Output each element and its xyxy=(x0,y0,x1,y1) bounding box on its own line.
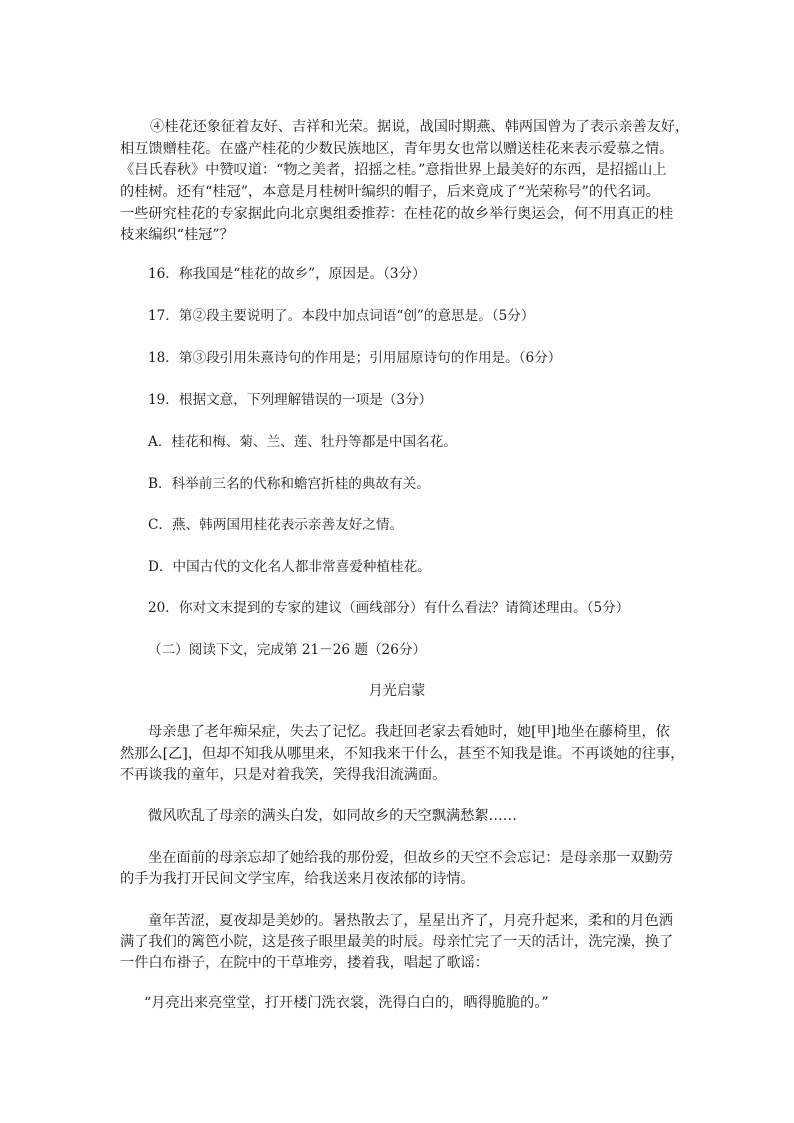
question-17: 17．第②段主要说明了。本段中加点词语“创”的意思是。（5分） xyxy=(148,308,535,324)
article-p3-line-2: 的手为我打开民间文学宝库，给我送来月夜浓郁的诗情。 xyxy=(120,871,475,887)
article-p1-line-1: 母亲患了老年痴呆症，失去了记忆。我赶回老家去看她时，她[甲]地坐在藤椅里，依 xyxy=(148,724,670,740)
article-p4-line-3: 一件白布褂子，在院中的干草堆旁，搂着我，唱起了歌谣： xyxy=(120,955,489,971)
question-16: 16．称我国是“桂花的故乡”，原因是。（3分） xyxy=(148,266,426,282)
article-title: 月光启蒙 xyxy=(368,683,426,699)
article-p3-line-1: 坐在面前的母亲忘却了她给我的那份爱，但故乡的天空不会忘记：是母亲那一双勤劳 xyxy=(148,850,673,866)
paragraph-4-line-2: 相互馈赠桂花。在盛产桂花的少数民族地区，青年男女也常以赠送桂花来表示爱慕之情。 xyxy=(120,141,674,157)
question-18: 18．第③段引用朱熹诗句的作用是；引用屈原诗句的作用是。（6分） xyxy=(148,350,562,366)
question-19: 19．根据文意，下列理解错误的一项是（3分） xyxy=(148,392,433,408)
paragraph-4-line-6: 枝来编织“桂冠”？ xyxy=(120,227,234,243)
article-p1-line-3: 不再谈我的童年，只是对着我笑，笑得我泪流满面。 xyxy=(120,767,447,783)
section-2-heading: （二）阅读下文，完成第 21－26 题（26分） xyxy=(148,642,427,658)
paragraph-4-line-5: 一些研究桂花的专家据此向北京奥组委推荐：在桂花的故乡举行奥运会，何不用真正的桂 xyxy=(120,206,674,222)
option-b: B．科举前三名的代称和蟾宫折桂的典故有关。 xyxy=(148,476,430,492)
option-a: A．桂花和梅、菊、兰、莲、牡丹等都是中国名花。 xyxy=(148,434,457,450)
article-p1-line-2: 然那么[乙]，但却不知我从哪里来，不知我来干什么，甚至不知我是谁。不再谈她的往事， xyxy=(120,746,685,762)
article-p4-line-1: 童年苦涩，夏夜却是美妙的。暑热散去了，星星出齐了，月亮升起来，柔和的月色洒 xyxy=(148,913,673,929)
paragraph-4-line-1: ④桂花还象征着友好、吉祥和光荣。据说，战国时期燕、韩两国曾为了表示亲善友好， xyxy=(150,119,690,135)
article-p2-line-1: 微风吹乱了母亲的满头白发，如同故乡的天空飘满愁絮…… xyxy=(148,808,517,824)
option-c: C．燕、韩两国用桂花表示亲善友好之情。 xyxy=(148,517,404,533)
paragraph-4-line-4: 的桂树。还有“桂冠”，本意是月桂树叶编织的帽子，后来竟成了“光荣称号”的代名词。 xyxy=(120,184,660,200)
question-20: 20．你对文末提到的专家的建议（画线部分）有什么看法？请简述理由。（5分） xyxy=(148,600,630,616)
article-p4-line-2: 满了我们的篱笆小院，这是孩子眼里最美的时辰。母亲忙完了一天的活计，洗完澡，换了 xyxy=(120,934,674,950)
paragraph-4-line-3: 《吕氏春秋》中赞叹道：“物之美者，招摇之桂。”意指世界上最美好的东西，是招摇山上 xyxy=(120,162,667,178)
option-d: D．中国古代的文化名人都非常喜爱种植桂花。 xyxy=(148,559,431,575)
article-quote: “月亮出来亮堂堂，打开楼门洗衣裳，洗得白白的，晒得脆脆的。” xyxy=(144,995,549,1011)
